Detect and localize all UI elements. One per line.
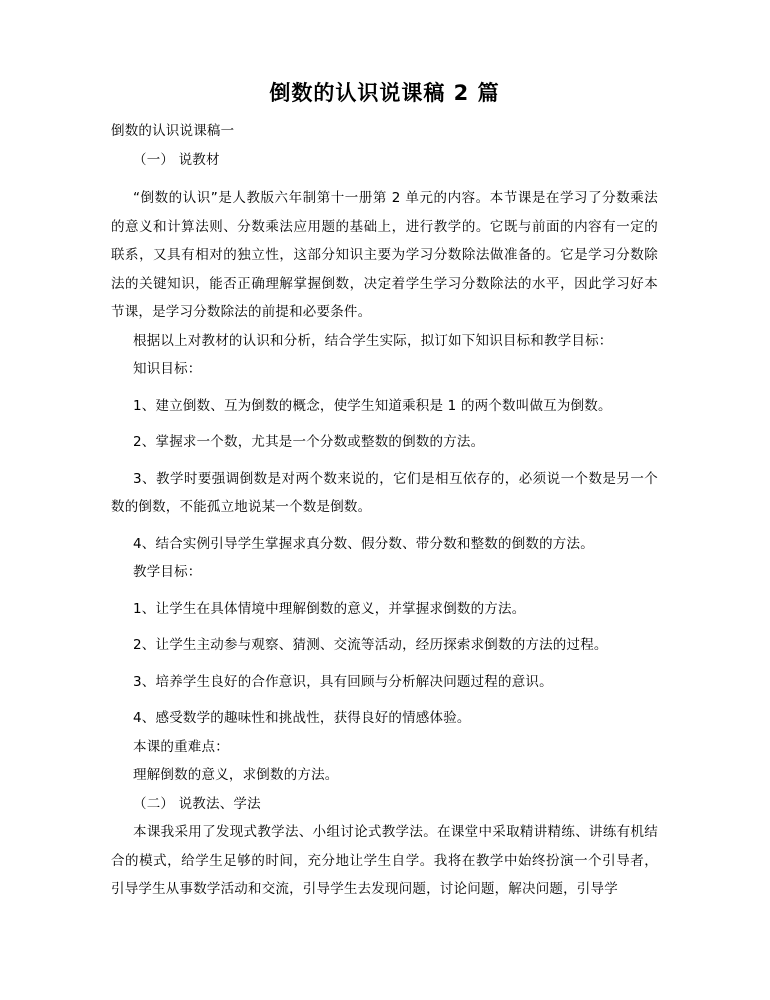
- paragraph-list-item: 3、教学时要强调倒数是对两个数来说的，它们是相互依存的，必须说一个数是另一个数的倒数，不能孤立地说某一个数是倒数。: [111, 470, 658, 515]
- paragraph-list-item: 1、让学生在具体情境中理解倒数的意义，并掌握求倒数的方法。: [133, 600, 526, 617]
- paragraph-subtitle: 倒数的认识说课稿一: [111, 123, 235, 139]
- paragraph-list-item: 2、掌握求一个数，尤其是一个分数或整数的倒数的方法。: [133, 434, 485, 450]
- paragraph-list-item: 4、感受数学的趣味性和挑战性，获得良好的情感体验。: [133, 710, 471, 726]
- paragraph: 理解倒数的意义，求倒数的方法。: [133, 767, 339, 783]
- paragraph-key-points: 本课的重难点：: [133, 738, 229, 755]
- paragraph-list-item: 4、结合实例引导学生掌握求真分数、假分数、带分数和整数的倒数的方法。: [133, 535, 594, 552]
- paragraph-section-2: （二） 说教法、学法: [133, 795, 261, 812]
- paragraph-knowledge-goals: 知识目标：: [133, 361, 202, 377]
- paragraph-section-1: （一） 说教材: [133, 151, 220, 168]
- paragraph-list-item: 1、建立倒数、互为倒数的概念，使学生知道乘积是 1 的两个数叫做互为倒数。: [133, 397, 612, 414]
- paragraph-teaching-goals: 教学目标：: [133, 564, 202, 580]
- paragraph: “倒数的认识”是人教版六年制第十一册第 2 单元的内容。本节课是在学习了分数乘法的意义和计算法则、分数乘法应用题的基础上，进行教学的。它既与前面的内容有一定的联系，又具有相对的独立性，这部分知识主要为学习分数除法做准备的。它是学习分数除法的关键知识，能否正确理解掌握倒数，决定着学生学习分数除法的水平，因此学习好本节课，是学习分数除法的前提和必要条件。: [111, 190, 658, 320]
- document-title: 倒数的认识说课稿 2 篇: [269, 81, 500, 105]
- paragraph-list-item: 3、培养学生良好的合作意识，具有回顾与分析解决问题过程的意识。: [133, 673, 553, 690]
- paragraph-list-item: 2、让学生主动参与观察、猜测、交流等活动，经历探索求倒数的方法的过程。: [133, 637, 608, 653]
- paragraph: 根据以上对教材的认识和分析，结合学生实际，拟订如下知识目标和教学目标：: [133, 332, 613, 349]
- paragraph: 本课我采用了发现式教学法、小组讨论式教学法。在课堂中采取精讲精练、讲练有机结合的模式，给学生足够的时间，充分地让学生自学。我将在教学中始终扮演一个引导者，引导学生从事数学活动和交流，引导学生去发现问题，讨论问题，解决问题，引导学: [111, 824, 658, 897]
